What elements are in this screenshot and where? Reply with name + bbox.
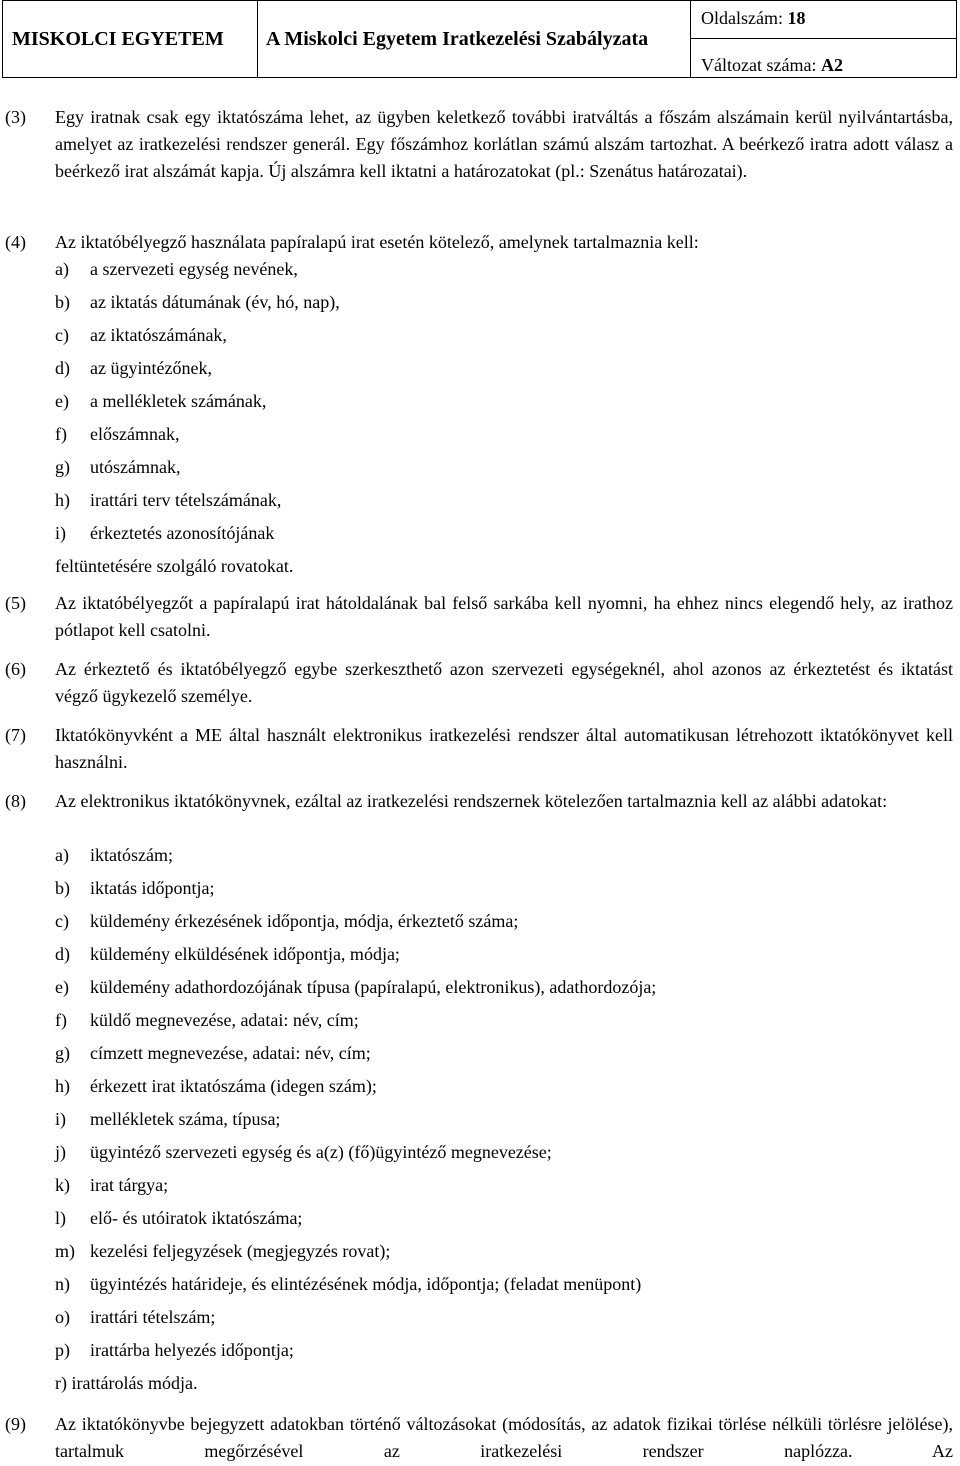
list-item: f) előszámnak, [55, 424, 180, 444]
list-item: d) küldemény elküldésének időpontja, módja; [55, 944, 400, 964]
paragraph-number: (7) [5, 725, 26, 745]
list-item: c) küldemény érkezésének időpontja, módja, érkeztető száma; [55, 911, 519, 931]
list-item: a) a szervezeti egység nevének, [55, 259, 298, 279]
list-item: o) irattári tételszám; [55, 1307, 216, 1327]
list-item: i) mellékletek száma, típusa; [55, 1109, 281, 1129]
page-header [2, 0, 957, 78]
version-number: A2 [820, 55, 843, 75]
paragraph-outro: feltüntetésére szolgáló rovatokat. [55, 556, 294, 576]
list-item: d) az ügyintézőnek, [55, 358, 212, 378]
paragraph-intro: Az elektronikus iktatókönyvnek, ezáltal az iratkezelési rendszernek kötelezően tartalmaznia kell az alábbi adatokat: [55, 791, 888, 811]
paragraph-number: (9) [5, 1414, 26, 1434]
version-cell [691, 39, 960, 77]
version-label: Változat száma: [701, 55, 817, 75]
paragraph-text: Az érkeztető és iktatóbélyegző egybe szerkeszthető azon szervezeti egységeknél, ahol azonos az érkeztetést és iktatást végző ügykezelő személye. [55, 659, 953, 706]
list-item: h) irattári terv tételszámának, [55, 490, 282, 510]
list-item: g) címzett megnevezése, adatai: név, cím; [55, 1043, 371, 1063]
list-item: h) érkezett irat iktatószáma (idegen szám); [55, 1076, 377, 1096]
paragraph-text: Az iktatókönyvbe bejegyzett adatokban történő változásokat (módosítás, az adatok fizikai törlése nélküli törlésre jelölése), tartalmuk megőrzésével az iratkezelési rendszer naplózza. Az [55, 1414, 953, 1461]
paragraph-intro: Az iktatóbélyegző használata papíralapú irat esetén kötelező, amelynek tartalmaznia kell: [55, 232, 699, 252]
list-item: i) érkeztetés azonosítójának [55, 523, 275, 543]
paragraph-number: (6) [5, 659, 26, 679]
list-item: l) elő- és utóiratok iktatószáma; [55, 1208, 303, 1228]
document-title: A Miskolci Egyetem Iratkezelési Szabályzata [258, 1, 691, 77]
list-item: g) utószámnak, [55, 457, 181, 477]
list-item: j) ügyintéző szervezeti egység és a(z) (fő)ügyintéző megnevezése; [55, 1142, 552, 1162]
page-number-cell [691, 1, 956, 39]
list-item: f) küldő megnevezése, adatai: név, cím; [55, 1010, 359, 1030]
list-item: n) ügyintézés határideje, és elintézésének módja, időpontja; (feladat menüpont) [55, 1274, 642, 1294]
paragraph-text: Egy iratnak csak egy iktatószáma lehet, az ügyben keletkező további iratváltás a főszám alszámain kerül nyilvántartásba, amelyet az iratkezelési rendszer generál. Egy főszámhoz korlátlan számú alszám tartozhat. A beérkező iratra adott válasz a beérkező irat alszámát kapja. Új alszámra kell iktatni a határozatokat (pl.: Szenátus határozatai). [55, 107, 953, 181]
page-number-label: Oldalszám: [701, 8, 783, 28]
university-name: MISKOLCI EGYETEM [3, 1, 258, 77]
list-item: r) irattárolás módja. [55, 1373, 198, 1393]
list-item: m) kezelési feljegyzések (megjegyzés rovat); [55, 1241, 391, 1261]
paragraph-text: Iktatókönyvként a ME által használt elektronikus iratkezelési rendszer által automatikusan létrehozott iktatókönyvet kell használni. [55, 725, 953, 772]
paragraph-text: Az iktatóbélyegzőt a papíralapú irat hátoldalának bal felső sarkába kell nyomni, ha ehhez nincs elegendő hely, az irathoz pótlapot kell csatolni. [55, 593, 953, 640]
paragraph-number: (8) [5, 791, 26, 811]
list-item: c) az iktatószámának, [55, 325, 227, 345]
list-item: a) iktatószám; [55, 845, 173, 865]
paragraph-number: (3) [5, 107, 26, 127]
list-item: p) irattárba helyezés időpontja; [55, 1340, 294, 1360]
page-number: 18 [787, 8, 806, 28]
paragraph-number: (5) [5, 593, 26, 613]
paragraph-number: (4) [5, 232, 26, 252]
list-item: b) iktatás időpontja; [55, 878, 215, 898]
list-item: b) az iktatás dátumának (év, hó, nap), [55, 292, 340, 312]
list-item: k) irat tárgya; [55, 1175, 169, 1195]
list-item: e) küldemény adathordozójának típusa (papíralapú, elektronikus), adathordozója; [55, 977, 657, 997]
list-item: e) a mellékletek számának, [55, 391, 267, 411]
